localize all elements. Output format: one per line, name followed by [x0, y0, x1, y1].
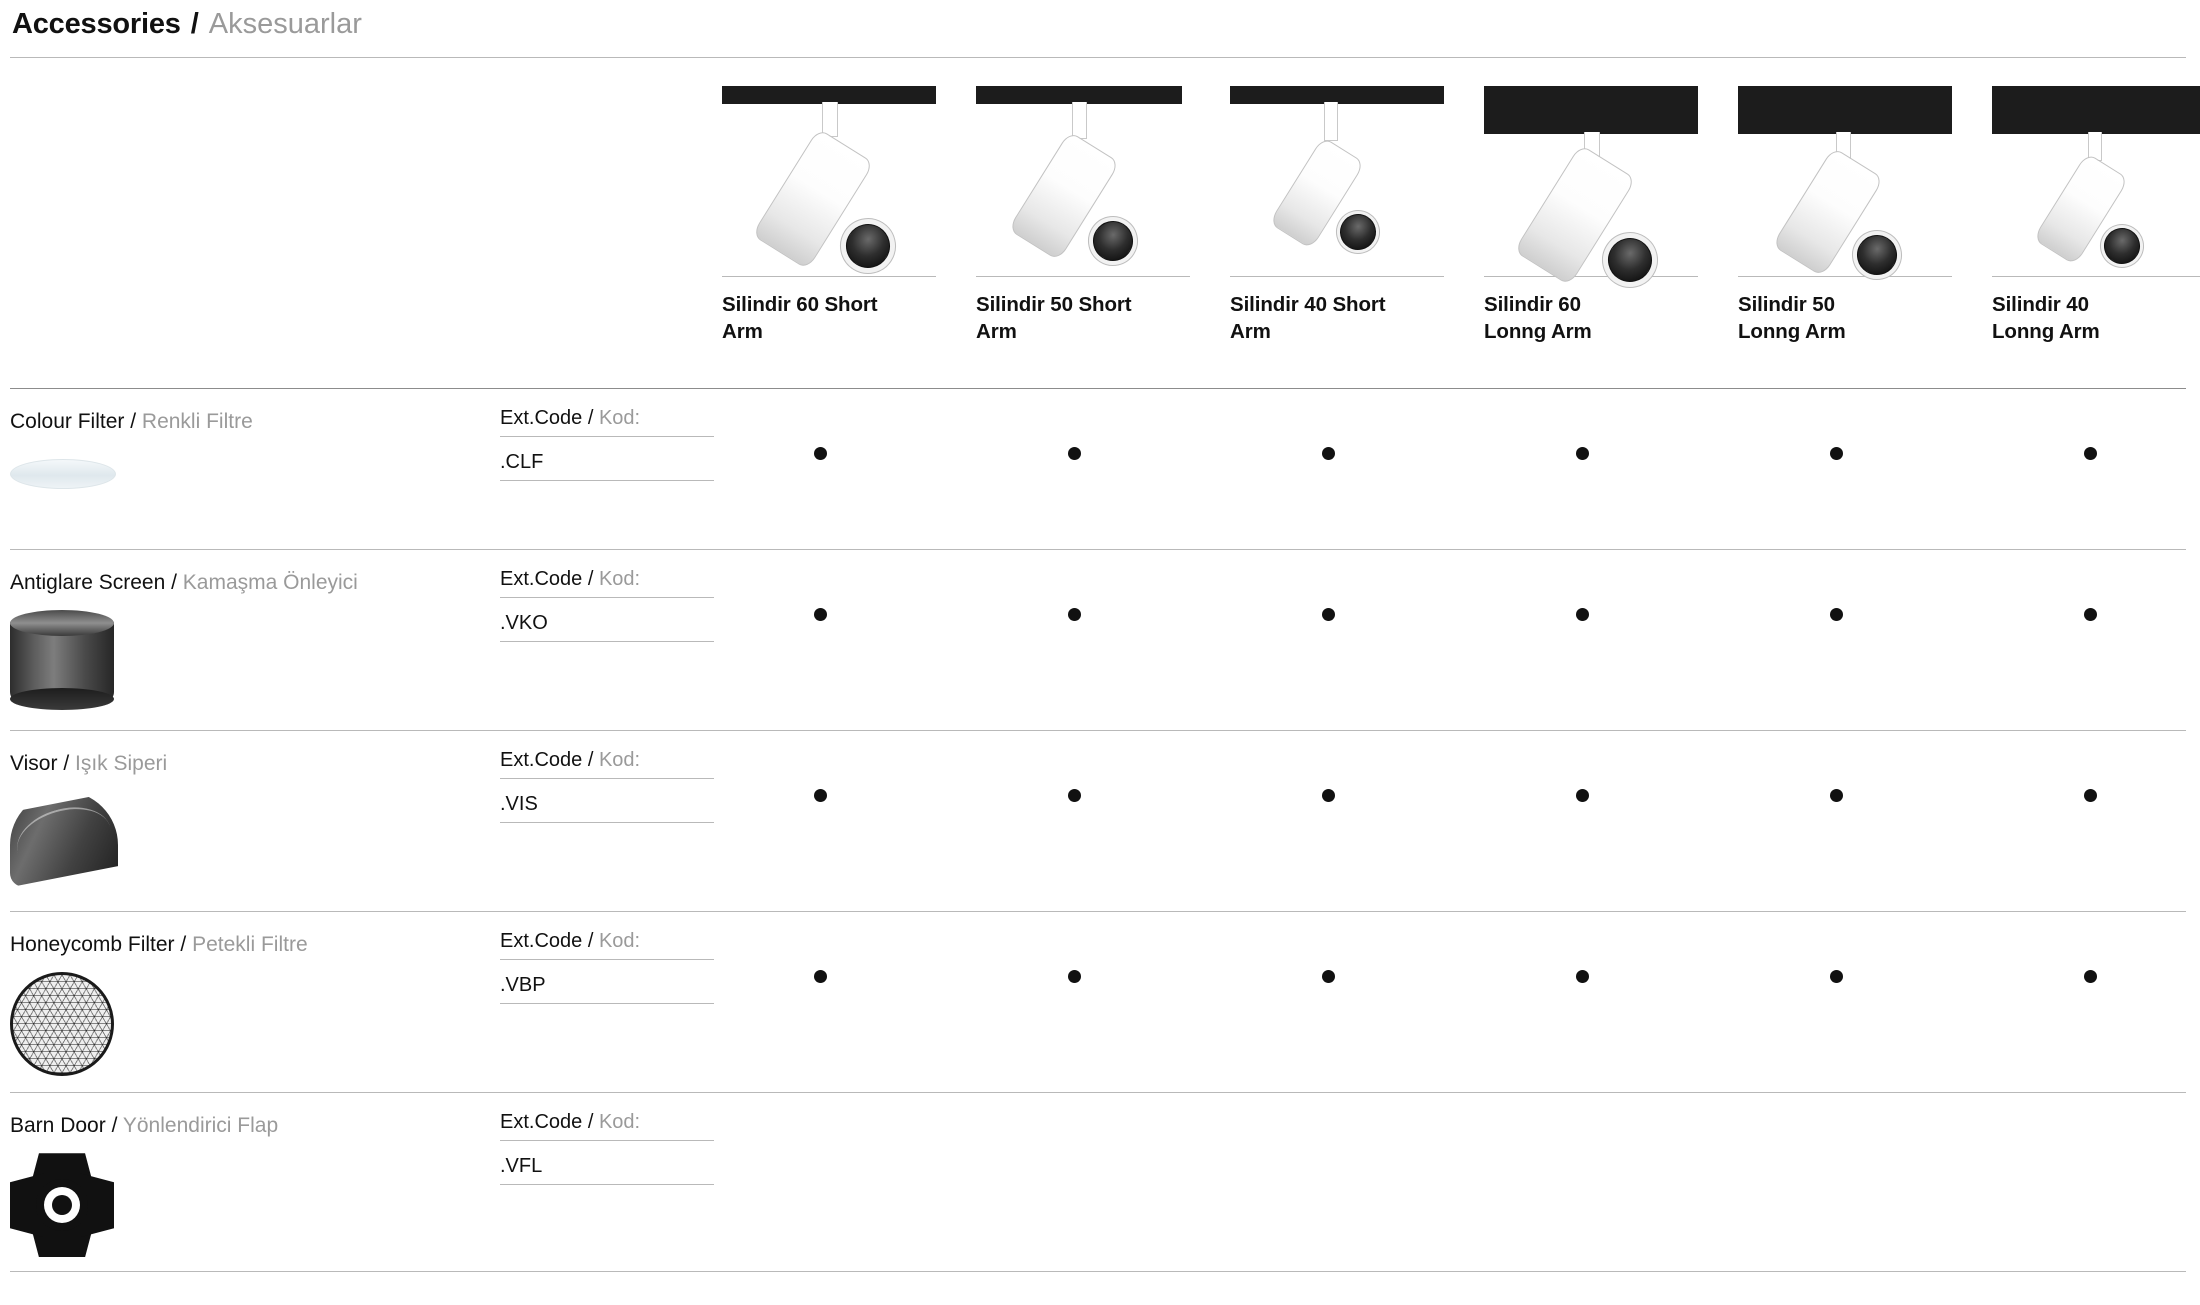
availability-dot	[1576, 608, 1589, 621]
product-label-line1: Silindir 40 Short	[1230, 293, 1386, 316]
code-label-separator: /	[587, 568, 594, 590]
availability-dot	[1068, 608, 1081, 621]
availability-cell	[976, 447, 1230, 460]
availability-dot	[1068, 970, 1081, 983]
product-label-line2: Arm	[1230, 320, 1271, 344]
availability-cell	[976, 608, 1230, 621]
accessory-name-tr: Petekli Filtre	[192, 933, 308, 956]
product-label	[1738, 277, 1952, 345]
code-label	[500, 1111, 714, 1140]
availability-dot	[1830, 789, 1843, 802]
availability-cell	[1484, 1151, 1738, 1164]
availability-cell	[976, 1151, 1230, 1164]
availability-dot	[1322, 608, 1335, 621]
code-label-en: Ext.Code	[500, 930, 583, 952]
accessory-name-separator: /	[171, 571, 177, 594]
page-title-separator: /	[190, 8, 199, 40]
product-image-silindir-60-long-arm	[1484, 74, 1698, 274]
availability-cells	[722, 1093, 2200, 1164]
product-label	[1484, 277, 1698, 345]
code-value-underline	[500, 1003, 714, 1004]
availability-dot	[2084, 970, 2097, 983]
availability-dot	[814, 789, 827, 802]
accessory-name-tr: Işık Siperi	[75, 752, 168, 775]
code-label-tr: Kod:	[598, 407, 641, 429]
availability-cell	[976, 789, 1230, 802]
code-label-en: Ext.Code	[500, 407, 583, 429]
product-column[interactable]	[1738, 58, 1992, 345]
availability-cell	[1484, 447, 1738, 460]
product-label-line2: Arm	[976, 320, 1017, 344]
availability-cell	[1738, 789, 1992, 802]
availability-cell	[722, 608, 976, 621]
accessory-name-en: Visor	[10, 752, 58, 775]
accessory-name-en: Honeycomb Filter	[10, 933, 175, 956]
availability-dot	[1068, 447, 1081, 460]
code-value: .CLF	[500, 451, 544, 473]
availability-cell	[1484, 789, 1738, 802]
code-value-underline	[500, 641, 714, 642]
availability-dot	[1576, 789, 1589, 802]
product-column[interactable]	[722, 58, 976, 345]
accessory-name-en: Antiglare Screen	[10, 571, 166, 594]
product-columns	[722, 58, 2200, 345]
code-value-underline	[500, 1184, 714, 1185]
accessory-thumbnail	[10, 610, 500, 718]
availability-cell	[1738, 447, 1992, 460]
product-label-line1: Silindir 40	[1992, 293, 2089, 316]
colour-filter-icon	[10, 459, 116, 489]
product-label	[976, 277, 1190, 345]
code-label-tr: Kod:	[598, 1111, 641, 1133]
code-label	[500, 568, 714, 597]
availability-cell	[1230, 970, 1484, 983]
availability-dot	[1322, 970, 1335, 983]
code-label-tr: Kod:	[598, 749, 641, 771]
code-label	[500, 407, 714, 436]
availability-cells	[722, 731, 2200, 802]
code-value: .VKO	[500, 612, 548, 634]
product-label-line1: Silindir 50 Short	[976, 293, 1132, 316]
code-value: .VFL	[500, 1155, 543, 1177]
accessory-name-cell	[10, 1093, 500, 1261]
availability-dot	[2084, 447, 2097, 460]
availability-dot	[1322, 447, 1335, 460]
code-label	[500, 749, 714, 778]
accessory-name-cell	[10, 550, 500, 718]
visor-icon	[10, 791, 118, 887]
availability-cell	[1992, 447, 2200, 460]
code-value-underline	[500, 480, 714, 481]
accessory-code-cell	[500, 731, 722, 823]
availability-dot	[1322, 789, 1335, 802]
accessory-name-tr: Yönlendirici Flap	[122, 1114, 279, 1137]
code-label-tr: Kod:	[598, 930, 641, 952]
antiglare-screen-icon	[10, 610, 114, 706]
availability-cell	[1230, 789, 1484, 802]
barn-door-icon	[10, 1153, 114, 1257]
product-column[interactable]	[1230, 58, 1484, 345]
accessory-name	[10, 932, 500, 958]
availability-dot	[2084, 608, 2097, 621]
accessory-thumbnail	[10, 972, 500, 1080]
availability-cell	[1230, 1151, 1484, 1164]
availability-dot	[1068, 789, 1081, 802]
product-column[interactable]	[1484, 58, 1738, 345]
table-row	[10, 1093, 2186, 1271]
accessory-name-en: Barn Door	[10, 1114, 106, 1137]
accessory-name-cell	[10, 912, 500, 1080]
table-row	[10, 731, 2186, 911]
accessory-name	[10, 751, 500, 777]
code-value: .VIS	[500, 793, 538, 815]
product-column[interactable]	[1992, 58, 2200, 345]
availability-dot	[1830, 970, 1843, 983]
product-image-silindir-40-long-arm	[1992, 74, 2200, 274]
product-image-silindir-50-short-arm	[976, 74, 1190, 274]
accessory-name-separator: /	[63, 752, 70, 775]
code-value: .VBP	[500, 974, 546, 996]
table-row	[10, 912, 2186, 1092]
availability-dot	[814, 447, 827, 460]
table-row	[10, 389, 2186, 549]
product-label-line1: Silindir 60 Short	[722, 293, 878, 316]
accessory-thumbnail	[10, 1153, 500, 1261]
product-image-silindir-50-long-arm	[1738, 74, 1952, 274]
availability-cell	[976, 970, 1230, 983]
availability-cell	[1992, 970, 2200, 983]
availability-cell	[722, 789, 976, 802]
product-image-silindir-40-short-arm	[1230, 74, 1444, 274]
product-header-row	[10, 58, 2186, 388]
product-label-line2: Lonng Arm	[1484, 320, 1592, 344]
availability-dot	[2084, 789, 2097, 802]
availability-cell	[1484, 608, 1738, 621]
availability-cells	[722, 389, 2200, 460]
availability-cell	[1992, 608, 2200, 621]
availability-cell	[1738, 1151, 1992, 1164]
availability-cell	[722, 447, 976, 460]
product-label-line2: Lonng Arm	[1738, 320, 1846, 344]
availability-cell	[1230, 608, 1484, 621]
availability-cells	[722, 912, 2200, 983]
accessory-name	[10, 1113, 500, 1139]
availability-cell	[1992, 789, 2200, 802]
availability-dot	[1576, 447, 1589, 460]
availability-cell	[722, 970, 976, 983]
header-spacer	[10, 58, 722, 388]
availability-cell	[1738, 970, 1992, 983]
product-label-line1: Silindir 50	[1738, 293, 1835, 316]
code-label-en: Ext.Code	[500, 568, 583, 590]
availability-cell	[1992, 1151, 2200, 1164]
availability-dot	[1830, 608, 1843, 621]
code-label	[500, 930, 714, 959]
availability-dot	[1576, 970, 1589, 983]
availability-dot	[1830, 447, 1843, 460]
product-label-line1: Silindir 60	[1484, 293, 1581, 316]
availability-cell	[1230, 447, 1484, 460]
accessory-thumbnail	[10, 791, 500, 899]
accessory-name	[10, 570, 500, 596]
product-label	[1230, 277, 1444, 345]
product-column[interactable]	[976, 58, 1230, 345]
accessory-code-cell	[500, 389, 722, 481]
availability-cell	[722, 1151, 976, 1164]
page-title-tr: Aksesuarlar	[208, 8, 362, 40]
product-label-line2: Arm	[722, 320, 763, 344]
code-label-separator: /	[587, 407, 594, 429]
availability-cell	[1484, 970, 1738, 983]
code-value-underline	[500, 822, 714, 823]
code-label-separator: /	[587, 1111, 594, 1133]
product-label-line2: Lonng Arm	[1992, 320, 2100, 344]
code-label-en: Ext.Code	[500, 749, 583, 771]
product-image-silindir-60-short-arm	[722, 74, 936, 274]
accessory-code-cell	[500, 1093, 722, 1185]
accessory-name-en: Colour Filter	[10, 410, 125, 433]
accessory-name-tr: Renkli Filtre	[141, 410, 253, 433]
product-label	[1992, 277, 2200, 345]
product-label	[722, 277, 936, 345]
code-label-en: Ext.Code	[500, 1111, 583, 1133]
accessory-name	[10, 409, 500, 435]
availability-dot	[814, 608, 827, 621]
availability-cells	[722, 550, 2200, 621]
page-title	[10, 0, 2186, 57]
accessory-name-cell	[10, 389, 500, 567]
accessory-name-cell	[10, 731, 500, 899]
availability-cell	[1738, 608, 1992, 621]
availability-dot	[814, 970, 827, 983]
accessory-name-separator: /	[130, 410, 137, 433]
accessory-code-cell	[500, 912, 722, 1004]
table-row	[10, 550, 2186, 730]
row-divider	[10, 1271, 2186, 1272]
code-label-tr: Kod:	[598, 568, 641, 590]
honeycomb-filter-icon	[10, 972, 114, 1076]
accessory-name-separator: /	[180, 933, 187, 956]
code-label-separator: /	[587, 749, 594, 771]
accessory-name-separator: /	[111, 1114, 118, 1137]
accessory-code-cell	[500, 550, 722, 642]
page-title-en: Accessories	[12, 8, 181, 40]
code-label-separator: /	[587, 930, 594, 952]
accessory-name-tr: Kamaşma Önleyici	[182, 571, 358, 594]
